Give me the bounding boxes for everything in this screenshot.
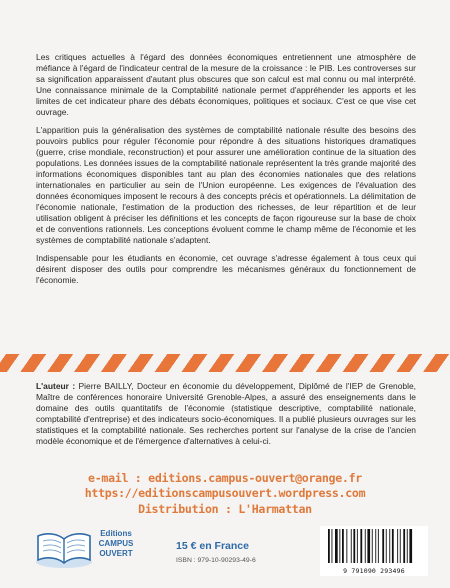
email-line[interactable]: e-mail : editions.campus-ouvert@orange.fr: [88, 471, 362, 485]
distribution-line: Distribution : L'Harmattan: [138, 502, 312, 516]
description-paragraph-2: L'apparition puis la généralisation des systèmes de comptabilité nationale résulte des besoins des pouvoirs publics pour réguler l'économie pour répondre à des situations historiques dramatiques (guerre, crise mondiale, reconstruction) et pour assurer une amélioration continue de la situation des populations. Les données issues de la comptabilité nationale représentent la très grande majorité des informations économiques disponibles tant au plan des économies nationales que des relations internationales en particulier au sein de l'Union européenne. Les exigences de l'évaluation des données économiques imposent le recours à des concepts précis et opérationnels. La délimitation de l'économie nationale, l'estimation de la production des richesses, de leur répartition et de leur utilisation obligent à préciser les définitions et les concepts de façon rigoureuse sur la base de choix et de conventions rationnels. Les conceptions évoluent comme le champ même de l'économie et les systèmes de comptabilité nationale s'adaptent.: [36, 125, 416, 245]
publisher-line-2: CAMPUS: [98, 539, 134, 548]
author-bio: [36, 381, 416, 446]
barcode-bar: [360, 529, 362, 563]
barcode-number: 9 791090 293496: [343, 567, 405, 575]
author-text: Pierre BAILLY, Docteur en économie du développement, Diplômé de l'IEP de Grenoble, Maître de conférences honoraire Université Grenoble-Alpes, a assuré des enseignements dans le domaine des outils quantitatifs de l'économie (statistique descriptive, comptabilité nationale, comptabilité d'entreprise) et des indicateurs socio-économiques. Il a publié plusieurs ouvrages sur les statistiques et la comptabilité nationale. Ses recherches portent sur l'analyse de la crise de l'ancien modèle économique et de l'émergence d'alternatives à celui-ci.: [36, 381, 416, 446]
barcode-bar: [328, 529, 330, 563]
barcode-bar: [386, 529, 387, 563]
barcode-bar: [351, 529, 352, 563]
barcode-bar: [382, 529, 384, 563]
barcode-bar: [378, 529, 379, 563]
barcode-bar: [335, 529, 338, 563]
barcode-bar: [409, 529, 412, 563]
publisher-line-3: OUVERT: [99, 549, 133, 558]
barcode-bar: [339, 529, 340, 563]
barcode-bar: [342, 529, 344, 563]
website-link[interactable]: https://editionscampusouvert.wordpress.com: [84, 486, 366, 500]
barcode-bar: [397, 529, 398, 563]
publisher-line-1: Editions: [100, 529, 132, 538]
barcode-bar: [400, 529, 401, 563]
barcode-bar: [389, 529, 390, 563]
author-label: L'auteur :: [36, 381, 76, 391]
price: 15 € en France: [176, 540, 249, 552]
isbn: ISBN : 979-10-90293-49-6: [176, 557, 256, 564]
barcode-bar: [365, 529, 366, 563]
barcode-bar: [367, 529, 370, 563]
barcode-bars: [320, 526, 428, 566]
barcode-bar: [407, 529, 408, 563]
barcode-bar: [392, 529, 394, 563]
barcode-bar: [372, 529, 373, 563]
barcode-bar: [375, 529, 376, 563]
orange-hazard-stripe: [0, 354, 450, 372]
barcode-bar: [357, 529, 358, 563]
description-paragraph-3: Indispensable pour les étudiants en économie, cet ouvrage s'adresse également à tous ceux qui désirent disposer des outils pour comprendre les mécanismes généraux du fonctionnement de l'économie.: [36, 253, 416, 286]
description-text: [36, 52, 416, 294]
barcode: [320, 526, 428, 576]
barcode-bar: [403, 529, 405, 563]
publisher-name: [92, 529, 140, 559]
barcode-bar: [332, 529, 333, 563]
barcode-bar: [346, 529, 347, 563]
barcode-bar: [353, 529, 355, 563]
description-paragraph-1: Les critiques actuelles à l'égard des données économiques entretiennent une atmosphère de méfiance à l'égard de l'indicateur central de la mesure de la croissance : le PIB. Les controverses sur sa signification apparaissent d'autant plus obscures que son calcul est mal connu ou mal interprété. Une connaissance minimale de la Comptabilité nationale permet d'appréhender les apports et les limites de cet indicateur phare des débats économiques, politiques et sociaux. C'est ce que vise cet ouvrage.: [36, 52, 416, 117]
